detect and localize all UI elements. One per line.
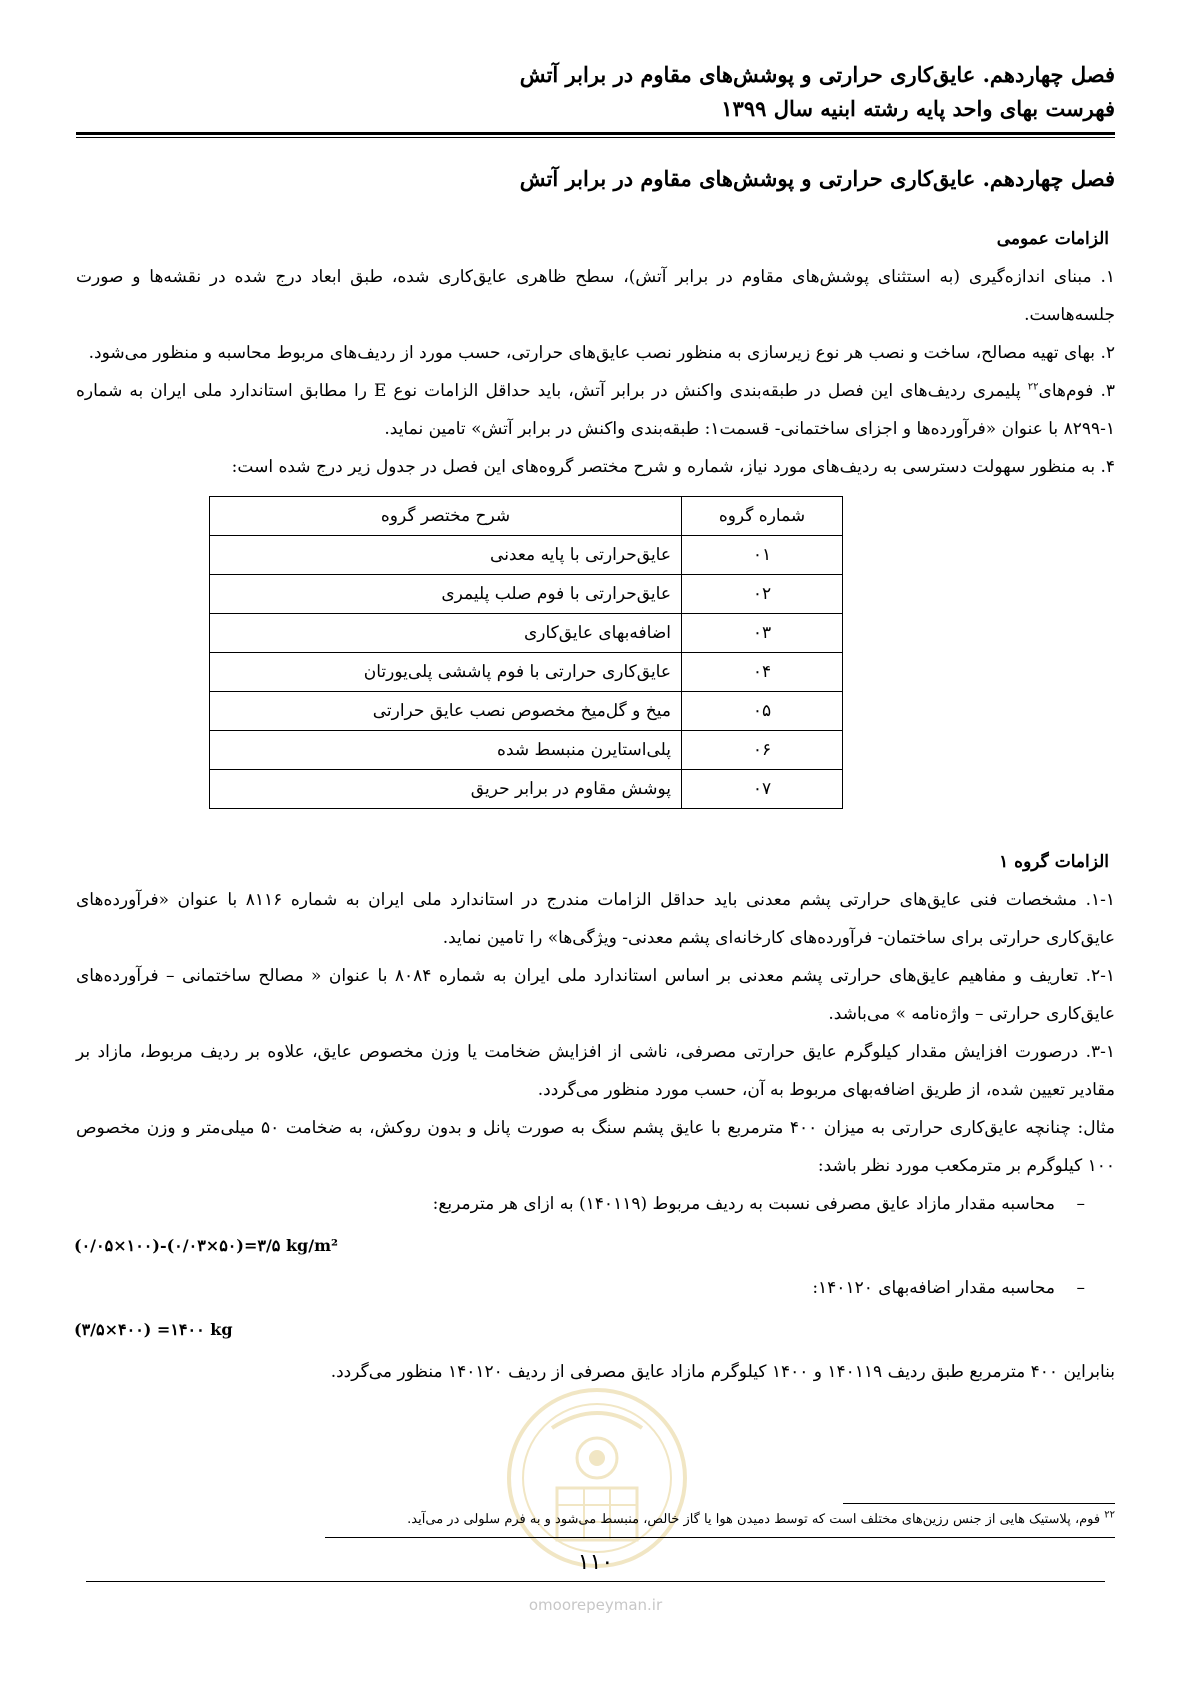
footnote-underline — [325, 1537, 1115, 1538]
group-number-header: شماره گروه — [682, 497, 843, 536]
header-chapter-title: فصل چهاردهم. عایق‌کاری حرارتی و پوشش‌های مقاوم در برابر آتش — [519, 62, 1115, 87]
group-number-cell: ۰۵ — [682, 692, 843, 731]
formula-1: (۰/۰۵×۱۰۰)-(۰/۰۳×۵۰)=۳/۵ kg/m² — [74, 1236, 339, 1255]
header-rule-thick — [76, 132, 1115, 135]
table-row — [210, 575, 843, 614]
group1-paragraph-2: ۲-۱. تعاریف و مفاهیم عایق‌های حرارتی پشم معدنی بر اساس استاندارد ملی ایران به شماره ۸۰۸۴ با عنوان « مصالح ساختمانی – فرآورده‌های عایق‌کاری حرارتی – واژه‌نامه » می‌باشد. — [76, 966, 1115, 1024]
group-number-cell: ۰۲ — [682, 575, 843, 614]
group-number-cell: ۰۳ — [682, 614, 843, 653]
group-description-cell: عایق‌حرارتی با پایه معدنی — [210, 536, 682, 575]
general-paragraph-2: ۲. بهای تهیه مصالح، ساخت و نصب هر نوع زیرسازی به منظور نصب عایق‌های حرارتی، حسب مورد از ردیف‌های مربوط محاسبه و منظور می‌شود. — [88, 343, 1115, 363]
footnote-rule — [843, 1503, 1115, 1504]
page-number: ۱۱۰ — [577, 1550, 614, 1575]
general-requirements-heading: الزامات عمومی — [996, 229, 1109, 249]
group-description-cell: عایق‌کاری حرارتی با فوم پاششی پلی‌یورتان — [210, 653, 682, 692]
group-description-cell: پوشش مقاوم در برابر حریق — [210, 770, 682, 809]
header-rule-thin — [76, 137, 1115, 138]
table-row — [210, 692, 843, 731]
dash-bullet: – — [1076, 1278, 1085, 1298]
footnote-marker[interactable]: ۲۲ — [1027, 381, 1039, 393]
page-content — [76, 164, 1115, 1391]
dash-item-1-text: محاسبه مقدار مازاد عایق مصرفی نسبت به ردیف مربوط (۱۴۰۱۱۹) به ازای هر مترمربع: — [432, 1194, 1055, 1214]
group-number-cell: ۰۷ — [682, 770, 843, 809]
group-number-cell: ۰۱ — [682, 536, 843, 575]
group-number-cell: ۰۶ — [682, 731, 843, 770]
general-paragraph-3-start: ۳. فوم‌های — [1038, 381, 1115, 401]
group-description-header: شرح مختصر گروه — [210, 497, 682, 536]
group-description-cell: پلی‌استایرن منبسط شده — [210, 731, 682, 770]
table-row — [210, 731, 843, 770]
section-spacer — [76, 823, 1115, 843]
general-paragraph-3-rest: پلیمری ردیف‌های این فصل در طبقه‌بندی واکنش در برابر آتش، باید حداقل الزامات نوع E را مطابق استاندارد ملی ایران به شماره ۱-۸۲۹۹ با عنوان «فرآورده‌ها و اجزای ساختمانی- قسمت۱: طبقه‌بندی واکنش در برابر آتش» تامین نماید. — [76, 381, 1115, 439]
chapter-title: فصل چهاردهم. عایق‌کاری حرارتی و پوشش‌های مقاوم در برابر آتش — [519, 166, 1115, 191]
group-description-cell: اضافه‌بهای عایق‌کاری — [210, 614, 682, 653]
table-row — [210, 536, 843, 575]
table-row — [210, 653, 843, 692]
watermark-text: omoorepeyman.ir — [528, 1596, 663, 1614]
general-paragraph-4: ۴. به منظور سهولت دسترسی به ردیف‌های مورد نیاز، شماره و شرح مختصر گروه‌های این فصل در جدول زیر درج شده است: — [231, 457, 1115, 477]
group1-paragraph-3: ۳-۱. درصورت افزایش مقدار کیلوگرم عایق حرارتی مصرفی، ناشی از افزایش ضخامت یا وزن مخصوص عایق، علاوه بر ردیف مربوط، مازاد بر مقادیر تعیین شده، از طریق اضافه‌بهای مربوط به آن، حسب مورد منظور می‌گردد. — [76, 1042, 1115, 1100]
group-table-header-row — [210, 497, 843, 536]
footer-rule — [86, 1581, 1105, 1582]
group-description-cell: میخ و گل‌میخ مخصوص نصب عایق حرارتی — [210, 692, 682, 731]
group-description-cell: عایق‌حرارتی با فوم صلب پلیمری — [210, 575, 682, 614]
footnote-text: فوم، پلاستیک هایی از جنس رزین‌های مختلف است که توسط دمیدن هوا یا گاز خالص، منبسط می‌شود و به فرم سلولی در می‌آید. — [407, 1512, 1105, 1527]
conclusion-paragraph: بنابراین ۴۰۰ مترمربع طبق ردیف ۱۴۰۱۱۹ و ۱۴۰۰ کیلوگرم مازاد عایق مصرفی از ردیف ۱۴۰۱۲۰ منظور می‌گردد. — [330, 1362, 1115, 1382]
group1-paragraph-1: ۱-۱. مشخصات فنی عایق‌های حرارتی پشم معدنی باید حداقل الزامات مندرج در استاندارد ملی ایران به شماره ۸۱۱۶ با عنوان «فرآورده‌های عایق‌کاری حرارتی برای ساختمان- فرآورده‌های کارخانه‌ای پشم معدنی- ویژگی‌ها» را تامین نماید. — [76, 890, 1115, 948]
running-header — [76, 58, 1115, 126]
footnote-number: ۲۲ — [1104, 1509, 1115, 1521]
footnote — [407, 1509, 1115, 1531]
general-paragraph-3 — [76, 372, 1115, 448]
group-number-cell: ۰۴ — [682, 653, 843, 692]
dash-bullet: – — [1076, 1194, 1085, 1214]
table-row — [210, 770, 843, 809]
group1-requirements-heading: الزامات گروه ۱ — [999, 852, 1109, 872]
example-paragraph: مثال: چنانچه عایق‌کاری حرارتی به میزان ۴۰۰ مترمربع با عایق پشم سنگ به صورت پانل و بدون روکش، به ضخامت ۵۰ میلی‌متر و وزن مخصوص ۱۰۰ کیلوگرم بر مترمکعب مورد نظر باشد: — [76, 1118, 1115, 1176]
general-paragraph-1: ۱. مبنای اندازه‌گیری (به استثنای پوشش‌های مقاوم در برابر آتش)، سطح ظاهری عایق‌کاری شده، طبق ابعاد درج شده در نقشه‌ها و صورت جلسه‌هاست. — [76, 267, 1115, 325]
dash-item-2 — [76, 1269, 1085, 1307]
formula-2: (۳/۵×۴۰۰) =۱۴۰۰ kg — [74, 1320, 233, 1339]
dash-item-1 — [76, 1185, 1085, 1223]
group-table — [209, 496, 843, 809]
dash-item-2-text: محاسبه مقدار اضافه‌بهای ۱۴۰۱۲۰: — [812, 1278, 1055, 1298]
header-list-title: فهرست بهای واحد پایه رشته ابنیه سال ۱۳۹۹ — [721, 96, 1115, 121]
table-row — [210, 614, 843, 653]
